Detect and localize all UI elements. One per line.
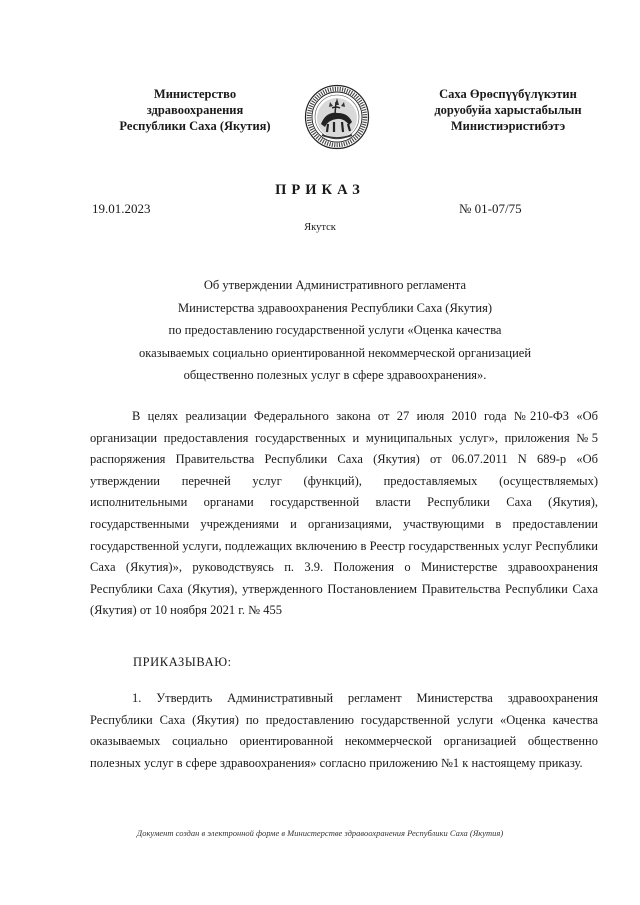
subject-line: оказываемых социально ориентированной некоммерческой организацией [138,345,532,360]
document-number: № 01-07/75 [459,201,522,216]
order-item-1: 1. Утвердить Административный регламент Министерства здравоохранения Республики Саха (Якутия) по предоставлению государственной услуги «Оценка качества оказываемых социально ориентированной некоммерческой организацией общественно полезных услуг в сфере здравоохранения» согласно приложению №1 к настоящему приказу. [90,691,598,770]
ministry-ru-line: здравоохранения [146,103,244,117]
document-city: Якутск [304,222,336,233]
subject-line: Об утверждении Административного регламента [203,278,467,292]
document-subject [100,274,570,387]
ministry-ru-line: Министерство [153,87,237,101]
order-command: ПРИКАЗЫВАЮ: [133,655,232,669]
electronic-document-note: Документ создан в электронной форме в Министерстве здравоохранения Республики Саха (Якутия) [136,828,504,838]
subject-line: по предоставлению государственной услуги «Оценка качества [168,323,502,337]
document-date: 19.01.2023 [92,201,151,216]
ministry-name-ru [110,86,280,134]
subject-line: Министерства здравоохранения Республики Саха (Якутия) [177,300,492,315]
preamble-paragraph: В целях реализации Федерального закона от 27 июля 2010 года №210-ФЗ «Об организации предоставления государственных и муниципальных услуг», приложения №5 распоряжения Правительства Республики Саха (Якутия) от 06.07.2011 N 689-р «Об утверждении перечней услуг (функций), предоставляемых (осуществляемых) исполнительными органами государственной власти Республики Саха (Якутия), государственными учреждениями и организациями, участвующими в предоставлении государственной услуги, подлежащих включению в Реестр государственных услуг Республики Саха (Якутия)», руководствуясь п. 3.9. Положения о Министерстве здравоохранения Республики Саха (Якутия), утвержденного Постановлением Правительства Республики Саха (Якутия) от 10 ноября 2021 г. № 455 [90,409,598,618]
ministry-ru-line: Республики Саха (Якутия) [119,119,271,133]
ministry-sakha-line: Саха Өрөспүүбүлүкэтин [439,87,577,101]
document-title: ПРИКАЗ [275,182,365,198]
ministry-sakha-line: доруобуйа харыстабылын [434,103,582,117]
ministry-name-sakha [408,86,608,134]
ministry-sakha-line: Министиэристибэтэ [450,119,566,133]
subject-line: общественно полезных услуг в сфере здравоохранения». [183,368,487,382]
coat-of-arms-emblem-icon [304,84,370,150]
